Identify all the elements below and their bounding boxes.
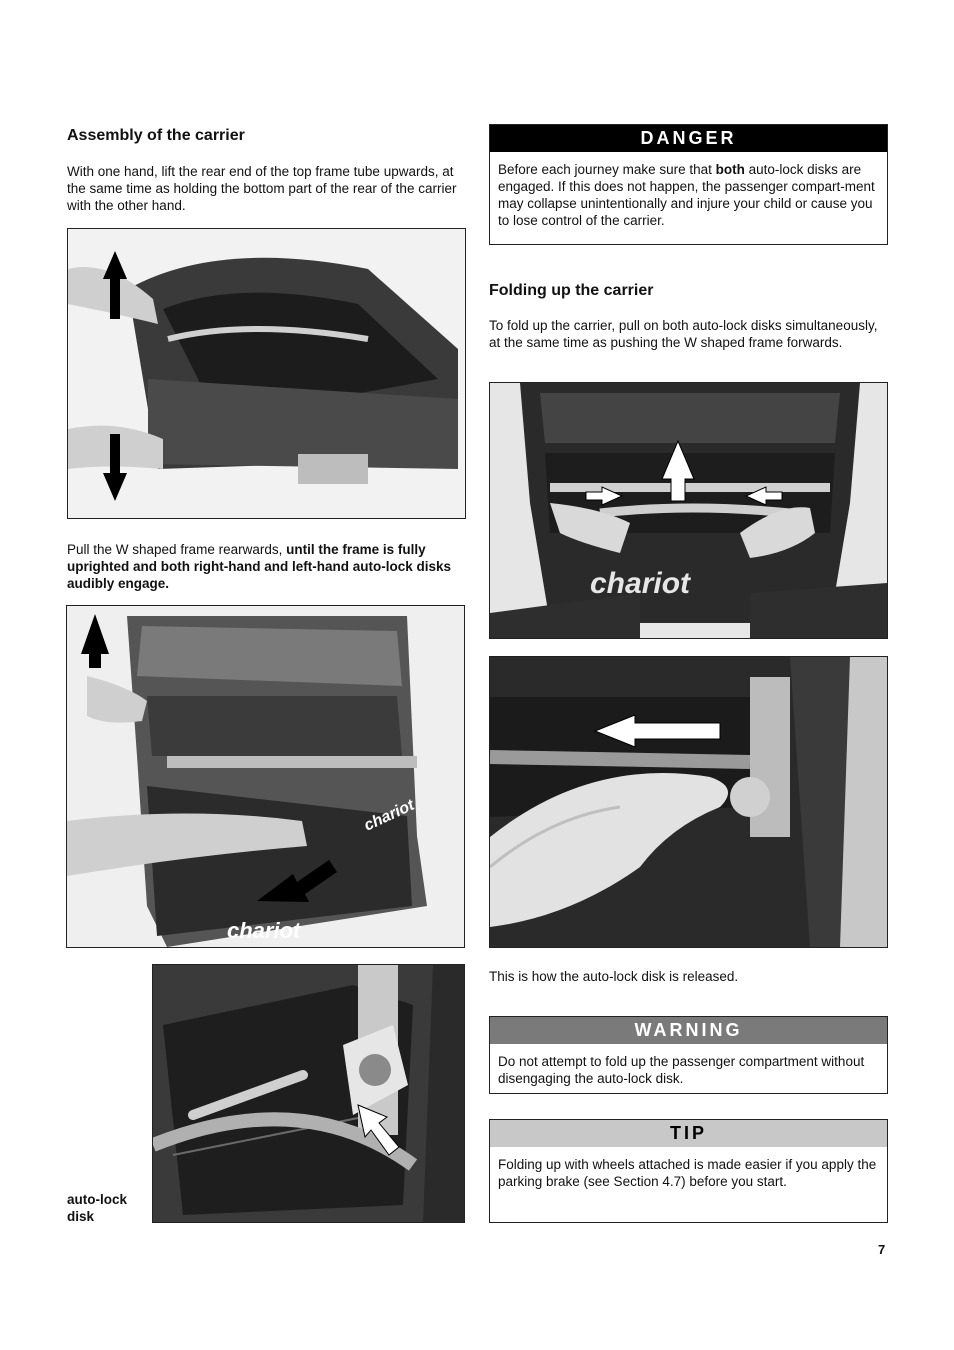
danger-box bbox=[489, 124, 888, 245]
tip-text: Folding up with wheels attached is made easier if you apply the parking brake (see Section 4.7) before you start. bbox=[498, 1157, 877, 1189]
tip-title: TIP bbox=[490, 1120, 887, 1147]
section-heading-assembly: Assembly of the carrier bbox=[67, 127, 245, 144]
section-heading-folding: Folding up the carrier bbox=[489, 282, 654, 299]
folding-intro-text: To fold up the carrier, pull on both auto-lock disks simultaneously, at the same time as pushing the W shaped frame forwards. bbox=[489, 318, 878, 350]
warning-title: WARNING bbox=[490, 1017, 887, 1044]
chariot-logo-text: chariot bbox=[361, 796, 418, 835]
warning-text: Do not attempt to fold up the passenger compartment without disengaging the auto-lock disk. bbox=[498, 1054, 865, 1086]
warning-box bbox=[489, 1016, 888, 1094]
danger-title: DANGER bbox=[490, 125, 887, 152]
photo-pull-frame-rearwards bbox=[66, 605, 465, 948]
danger-text: Before each journey make sure that both auto-lock disks are engaged. If this does not happen, the passenger compart-ment may collapse unintentionally and injure your child or cause you to lose control of the carrier. bbox=[498, 162, 875, 228]
chariot-logo-text-bottom: chariot bbox=[227, 918, 301, 943]
photo-release-auto-lock bbox=[489, 656, 888, 948]
auto-lock-disk-caption: auto-lock disk bbox=[67, 1192, 128, 1224]
released-caption: This is how the auto-lock disk is released. bbox=[489, 969, 739, 984]
page-number: 7 bbox=[878, 1242, 886, 1257]
photo-auto-lock-disk bbox=[152, 964, 465, 1223]
tip-box bbox=[489, 1119, 888, 1223]
chariot-logo-text-fold: chariot bbox=[590, 567, 691, 600]
pull-frame-text: Pull the W shaped frame rearwards, until the frame is fully uprighted and both right-hand and left-hand auto-lock disks audibly engage. bbox=[67, 542, 451, 591]
assembly-intro-text: With one hand, lift the rear end of the top frame tube upwards, at the same time as holding the bottom part of the rear of the carrier with the other hand. bbox=[67, 164, 457, 213]
photo-push-w-frame bbox=[489, 382, 888, 639]
photo-lift-top-frame bbox=[67, 228, 466, 519]
